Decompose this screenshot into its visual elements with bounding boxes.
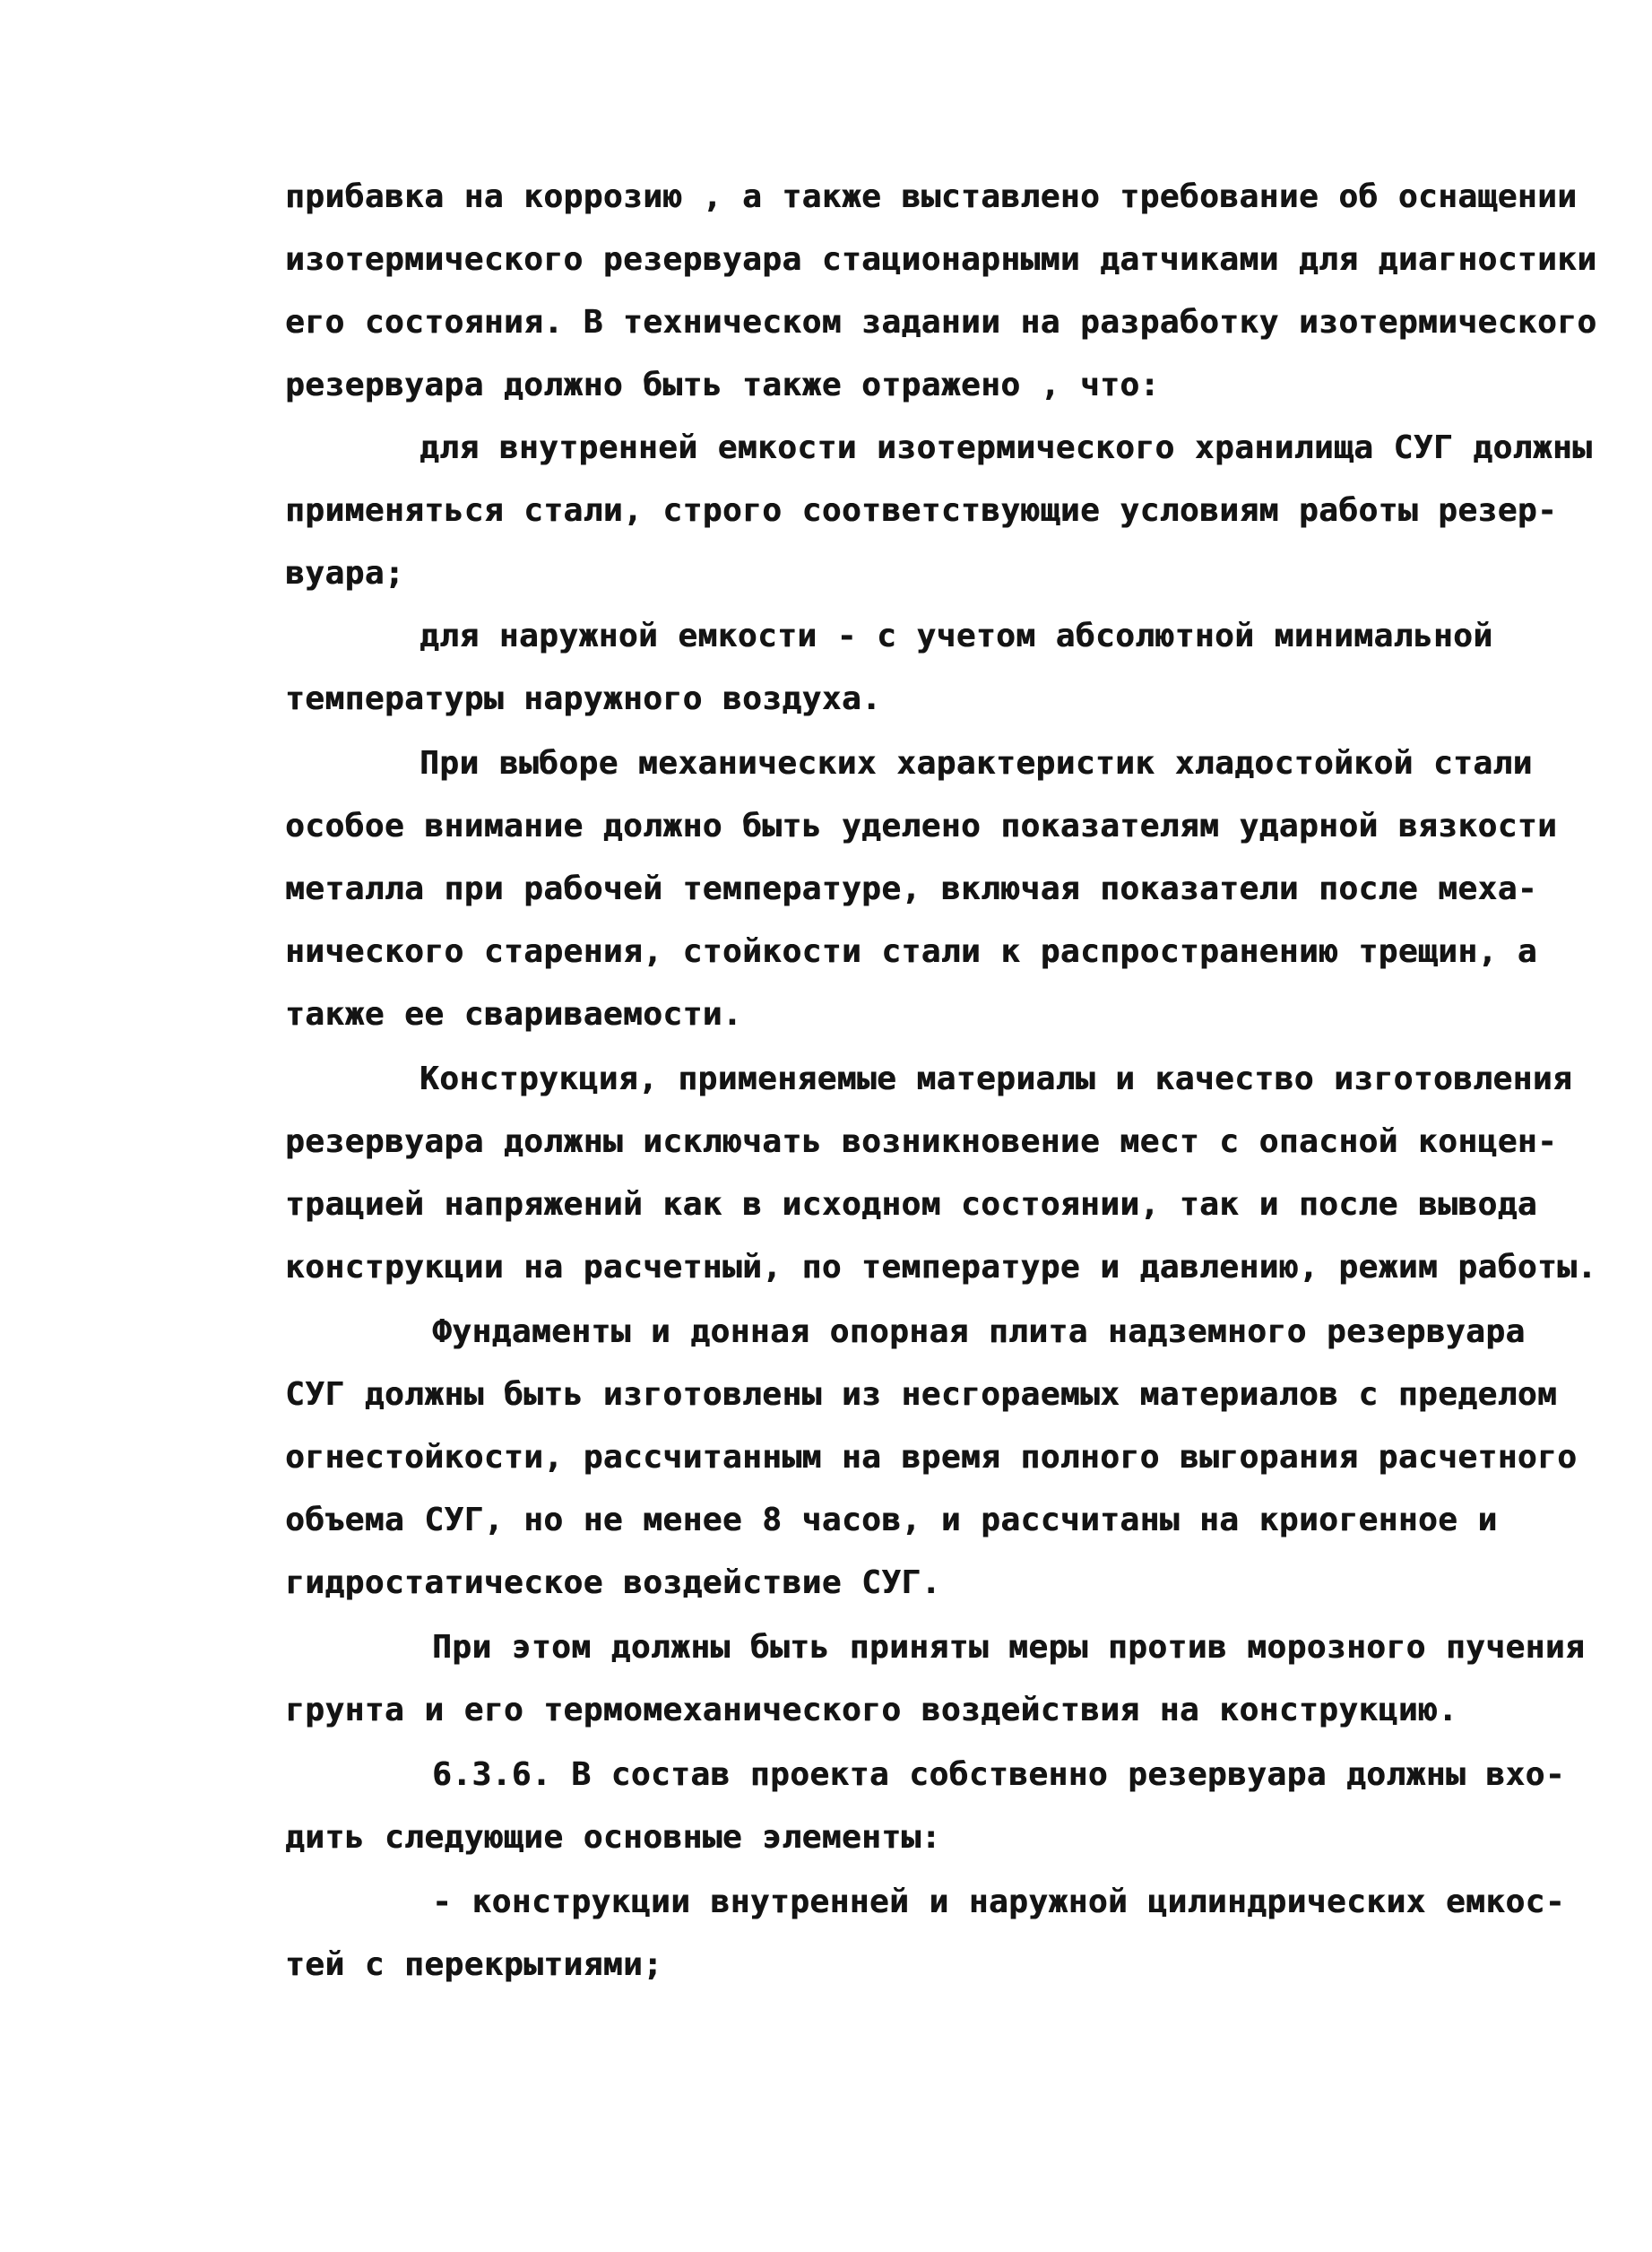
text-line: изотермического резервуара стационарными датчиками для диагностики: [285, 241, 1597, 278]
text-line: особое внимание должно быть уделено показателям ударной вязкости: [285, 808, 1558, 844]
text-line: СУГ должны быть изготовлены из несгораемых материалов с пределом: [285, 1376, 1558, 1413]
text-line: тей с перекрытиями;: [285, 1946, 663, 1983]
text-line: дить следующие основные элементы:: [285, 1819, 941, 1856]
text-line: прибавка на коррозию , а также выставлено требование об оснащении: [285, 178, 1578, 215]
text-line: его состояния. В техническом задании на разработку изотермического: [285, 304, 1597, 341]
text-line: При выборе механических характеристик хладостойкой стали: [419, 745, 1533, 782]
text-line: металла при рабочей температуре, включая показатели после меха-: [285, 870, 1537, 907]
text-line: 6.3.6. В состав проекта собственно резервуара должны вхо-: [432, 1756, 1565, 1793]
text-line: огнестойкости, рассчитанным на время полного выгорания расчетного: [285, 1439, 1578, 1476]
text-line: Фундаменты и донная опорная плита надземного резервуара: [432, 1313, 1526, 1350]
text-line: - конструкции внутренней и наружной цилиндрических емкос-: [432, 1884, 1565, 1920]
text-line: нического старения, стойкости стали к распространению трещин, а: [285, 933, 1537, 970]
text-line: конструкции на расчетный, по температуре и давлению, режим работы.: [285, 1249, 1597, 1286]
text-line: трацией напряжений как в исходном состоянии, так и после вывода: [285, 1186, 1537, 1223]
text-line: Конструкция, применяемые материалы и качество изготовления: [419, 1061, 1573, 1097]
text-line: резервуара должно быть также отражено , что:: [285, 367, 1160, 403]
text-line: также ее свариваемости.: [285, 996, 742, 1033]
text-line: резервуара должны исключать возникновение мест с опасной концен-: [285, 1123, 1558, 1160]
text-line: для наружной емкости - с учетом абсолютной минимальной: [419, 618, 1493, 654]
text-line: объема СУГ, но не менее 8 часов, и рассчитаны на криогенное и: [285, 1502, 1498, 1538]
text-line: для внутренней емкости изотермического хранилища СУГ должны: [419, 429, 1593, 466]
text-line: вуара;: [285, 555, 405, 592]
text-line: грунта и его термомеханического воздействия на конструкцию.: [285, 1692, 1458, 1728]
text-line: температуры наружного воздуха.: [285, 680, 882, 717]
text-line: гидростатическое воздействие СУГ.: [285, 1564, 941, 1601]
text-line: При этом должны быть приняты меры против морозного пучения: [432, 1629, 1586, 1666]
text-line: применяться стали, строго соответствующие условиям работы резер-: [285, 492, 1558, 529]
